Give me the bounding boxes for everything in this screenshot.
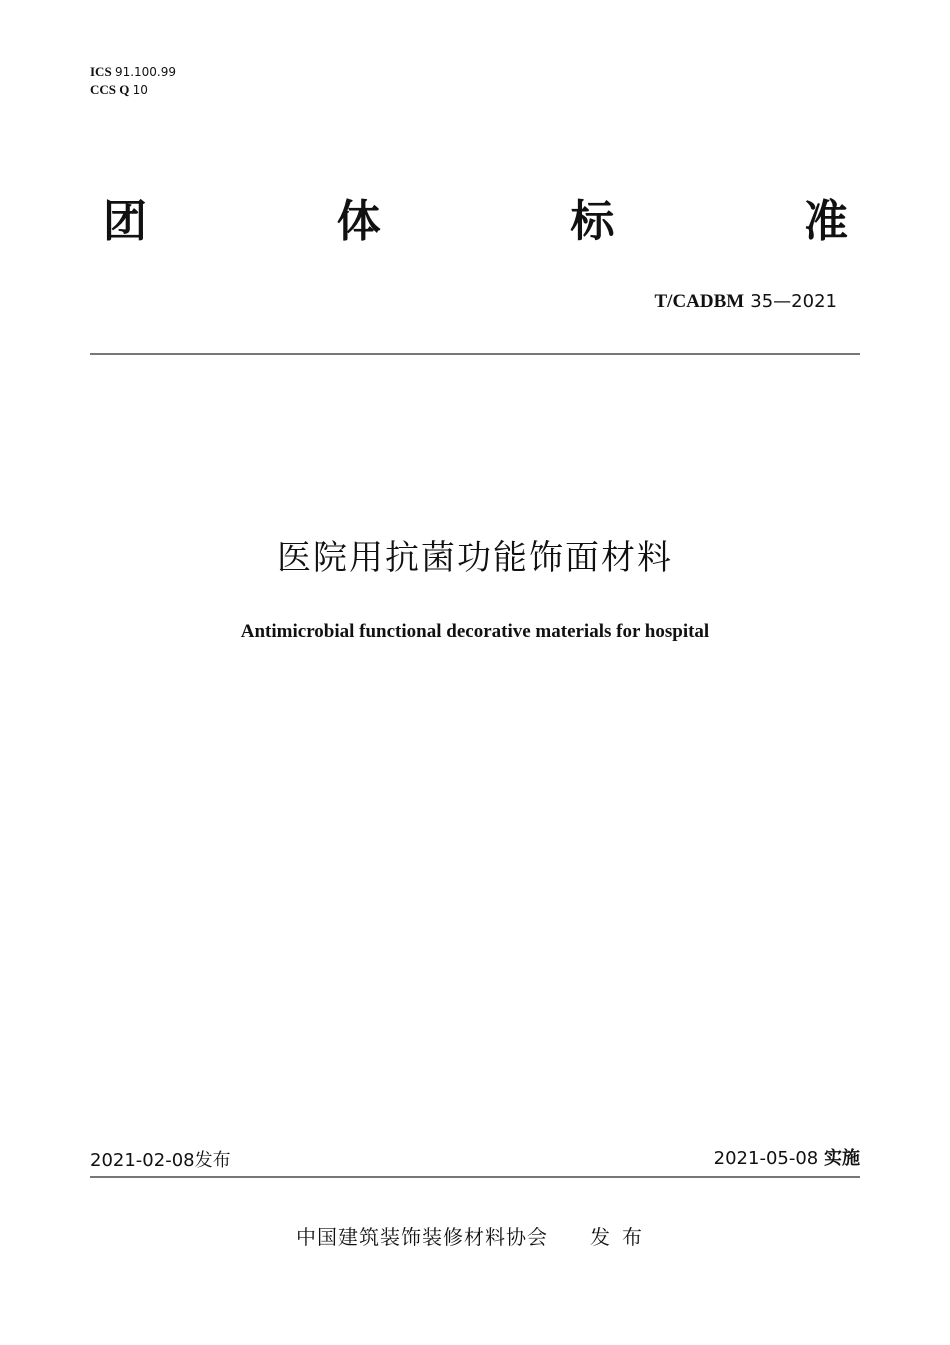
ics-code: 91.100.99 [114,65,177,79]
standard-number [655,289,838,314]
standard-type-char: 标 [570,196,615,247]
title-chinese: 医院用抗菌功能饰面材料 [277,538,673,578]
publisher-organization: 中国建筑装饰装修材料协会 [296,1225,548,1249]
standard-type-char: 体 [336,196,381,247]
issue-date: 2021-02-08 [90,1150,195,1171]
issue-date-line [90,1150,231,1172]
standard-number-value: 35—2021 [750,291,837,312]
standard-type-heading [103,194,848,250]
publisher-verb: 发布 [590,1225,654,1249]
ics-label: ICS [90,64,112,79]
ccs-label: CCS [90,82,117,97]
implementation-date-line [714,1148,860,1170]
title-english: Antimicrobial functional decorative materials for hospital [240,621,710,642]
ccs-code: 10 [132,83,148,97]
bottom-divider [90,1176,860,1178]
implementation-date: 2021-05-08 [713,1148,819,1169]
ics-line [90,63,176,81]
ccs-line [90,81,176,99]
implementation-word: 实施 [824,1148,860,1169]
standard-type-char: 准 [803,196,848,247]
ccs-letter: Q [119,82,130,97]
issue-word: 发布 [194,1150,231,1171]
classification-block [90,63,176,99]
top-divider [90,353,860,355]
publisher-line [0,1224,950,1250]
standard-type-char: 团 [103,196,147,247]
standard-number-prefix: T/CADBM [654,291,745,312]
